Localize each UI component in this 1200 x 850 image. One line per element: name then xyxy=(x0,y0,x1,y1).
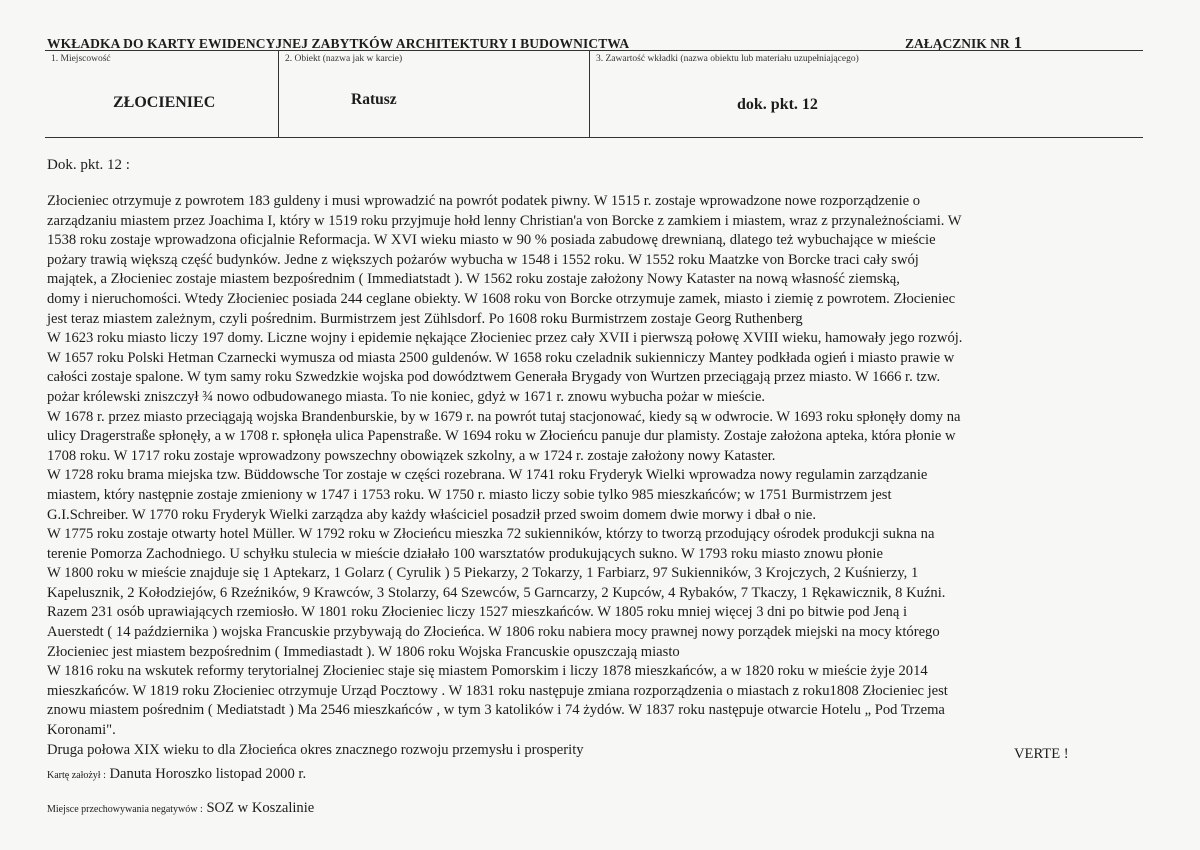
body-line: Razem 231 osób uprawiających rzemiosło. W 1801 roku Złocieniec liczy 1527 mieszkańców. W 1805 roku mniej więcej 3 dni po bitwie pod Jeną i xyxy=(47,604,908,621)
body-line: zarządzaniu miastem przez Joachima I, który w 1519 roku przyjmuje hołd lenny Christian'a von Borcke z zamkiem i miastem, wraz z przynależnościami. W xyxy=(47,212,962,229)
object-cell xyxy=(278,51,589,137)
contents-value: dok. pkt. 12 xyxy=(737,96,818,113)
negative-storage xyxy=(47,800,314,817)
header-form-table xyxy=(45,50,1143,138)
body-line: miastem, który następnie zostaje zmieniony w 1747 i 1753 roku. W 1750 r. miasto liczy sobie tylko 985 mieszkańców; w 1751 Burmistrzem jest xyxy=(47,486,892,503)
body-line: W 1775 roku zostaje otwarty hotel Müller. W 1792 roku w Złocieńcu mieszka 72 sukienników, którzy to tworzą przodujący ośrodek produkcji sukna na xyxy=(47,526,935,543)
compiled-by-label: Kartę założył : xyxy=(47,770,106,781)
compiled-by-value: Danuta Horoszko listopad 2000 r. xyxy=(109,766,307,782)
locality-cell xyxy=(45,51,278,137)
body-line: W 1623 roku miasto liczy 197 domy. Liczne wojny i epidemie nękające Złocieniec przez cały XVII i pierwszą połowę XVIII wieku, hamowały jego rozwój. xyxy=(47,330,963,347)
verte-note: VERTE ! xyxy=(1014,746,1069,762)
body-line: W 1678 r. przez miasto przeciągają wojska Brandenburskie, by w 1679 r. na powrót tutaj stacjonować, kiedy są w odwrocie. W 1693 roku spłonęły domy na xyxy=(47,408,961,425)
body-line: Auerstedt ( 14 października ) wojska Francuskie przybywają do Złocieńca. W 1806 roku nabiera mocy prawnej nowy porządek miejski na mocy którego xyxy=(47,624,940,641)
compiled-by xyxy=(47,766,306,783)
body-line: Złocieniec jest miastem bezpośrednim ( Immediastadt ). W 1806 roku Wojska Francuskie opuszczają miasto xyxy=(47,643,680,660)
locality-value: ZŁOCIENIEC xyxy=(113,94,216,111)
locality-label: 1. Miejscowość xyxy=(51,54,111,64)
document-title: WKŁADKA DO KARTY EWIDENCYJNEJ ZABYTKÓW ARCHITEKTURY I BUDOWNICTWA xyxy=(47,36,630,51)
body-line: mieszkańców. W 1819 roku Złocieniec otrzymuje Urząd Pocztowy . W 1831 roku następuje zmiana rozporządzenia o miastach z roku1808 Złocieniec jest xyxy=(47,682,948,699)
body-line: domy i nieruchomości. Wtedy Złocieniec posiada 244 ceglane obiekty. W 1608 roku von Borcke otrzymuje zamek, miasto i ziemię z powrotem. Złocieniec xyxy=(47,290,956,307)
body-line: Złocieniec otrzymuje z powrotem 183 guldeny i musi wprowadzić na powrót podatek piwny. W 1515 r. zostaje wprowadzone nowe rozporządzenie o xyxy=(47,193,921,209)
body-text xyxy=(47,192,1137,760)
object-value: Ratusz xyxy=(351,91,397,108)
negative-storage-value: SOZ w Koszalinie xyxy=(206,800,315,816)
object-label: 2. Obiekt (nazwa jak w karcie) xyxy=(285,54,403,64)
contents-label: 3. Zawartość wkładki (nazwa obiektu lub materiału uzupełniającego) xyxy=(596,54,859,64)
body-line: 1538 roku zostaje wprowadzona oficjalnie Reformacja. W XVI wieku miasto w 90 % posiada zabudowę drewnianą, dlatego też wybuchające w mieście xyxy=(47,232,936,249)
body-line: 1708 roku. W 1717 roku zostaje wprowadzony powszechny obowiązek szkolny, a w 1724 r. zostaje założony nowy Kataster. xyxy=(47,447,776,464)
contents-cell xyxy=(589,51,1143,137)
body-line: pożar królewski zniszczył ¾ nowo odbudowanego miasta. To nie koniec, gdyż w 1671 r. znowu wybucha pożar w mieście. xyxy=(47,388,766,405)
body-line: terenie Pomorza Zachodniego. U schyłku stulecia w mieście działało 100 warsztatów produkujących sukno. W 1793 roku miasto znowu płonie xyxy=(47,545,883,562)
negative-storage-label: Miejsce przechowywania negatywów : xyxy=(47,804,203,815)
body-line: W 1657 roku Polski Hetman Czarnecki wymusza od miasta 2500 guldenów. W 1658 roku czeladnik sukienniczy Mantey podkłada ogień i miasto prawie w xyxy=(47,349,955,366)
body-line: W 1800 roku w mieście znajduje się 1 Aptekarz, 1 Golarz ( Cyrulik ) 5 Piekarzy, 2 Tokarzy, 1 Farbiarz, 97 Sukienników, 3 Krojczych, 2 Kuśnierzy, 1 xyxy=(47,565,919,582)
body-line: całości zostaje spalone. W tym samy roku Szwedzkie wojska pod dowództwem Generała Brygady von Wurtzen przeciągają przez miasto. W 1666 r. tzw. xyxy=(47,369,941,386)
body-line: pożary trawią większą część budynków. Jedne z większych pożarów wybucha w 1548 i 1552 roku. W 1552 roku Maatzke von Borcke traci cały swój xyxy=(47,251,919,268)
body-line: Kapelusznik, 2 Kołodziejów, 6 Rzeźników, 9 Krawców, 3 Stolarzy, 64 Szewców, 5 Garncarzy, 2 Kupców, 4 Rybaków, 7 Tkaczy, 1 Rękawicznik, 8 Kuźni. xyxy=(47,584,946,601)
section-reference: Dok. pkt. 12 : xyxy=(47,157,130,173)
body-line: G.I.Schreiber. W 1770 roku Fryderyk Wielki zarządza aby każdy właściciel posadził przed swoim domem dwie morwy i dbał o nie. xyxy=(47,506,817,523)
body-line: jest teraz miastem zależnym, czyli pośrednim. Burmistrzem jest Zühlsdorf. Po 1608 roku Burmistrzem zostaje Georg Ruthenberg xyxy=(47,310,803,327)
body-line: majątek, a Złocieniec zostaje miastem bezpośrednim ( Immediatstadt ). W 1562 roku zostaje założony Nowy Kataster na nową własność ziemską, xyxy=(47,271,900,288)
body-line: Druga połowa XIX wieku to dla Złocieńca okres znacznego rozwoju przemysłu i prosperity xyxy=(47,741,584,758)
body-line: W 1728 roku brama miejska tzw. Büddowsche Tor zostaje w części rozebrana. W 1741 roku Fryderyk Wielki wprowadza nowy regulamin zarządzanie xyxy=(47,467,928,484)
body-line: znowu miastem pośrednim ( Mediatstadt ) Ma 2546 mieszkańców , w tym 3 katolików i 74 żydów. W 1837 roku następuje otwarcie Hotelu „ Pod Trzema xyxy=(47,702,945,719)
body-line: W 1816 roku na wskutek reformy terytorialnej Złocieniec staje się miastem Pomorskim i liczy 1878 mieszkańców, a w 1820 roku w mieście żyje 2014 xyxy=(47,663,928,680)
body-line: Koronami". xyxy=(47,722,116,739)
body-line: ulicy Dragerstraße spłonęły, a w 1708 r. spłonęła ulica Papenstraße. W 1694 roku w Złocieńcu panuje dur plamisty. Zostaje założona apteka, która płonie w xyxy=(47,428,956,445)
annex-number: 1 xyxy=(1013,33,1023,52)
annex-label-text: ZAŁĄCZNIK NR xyxy=(905,36,1010,51)
